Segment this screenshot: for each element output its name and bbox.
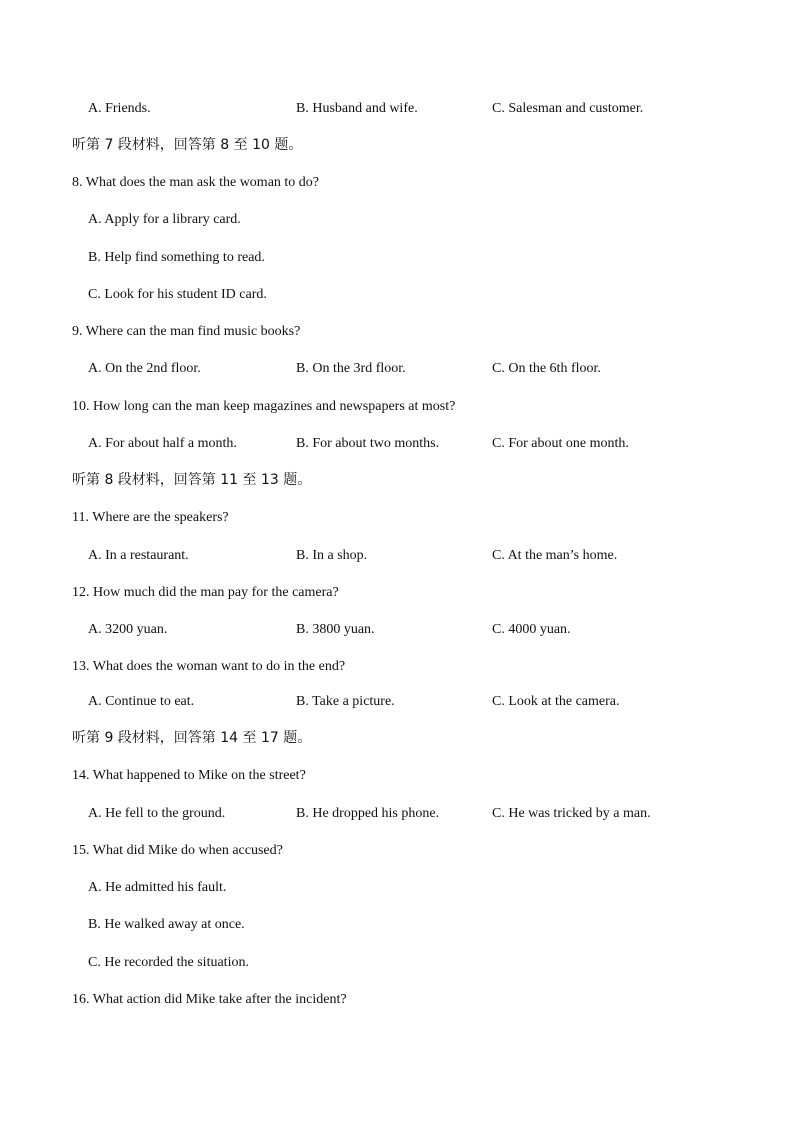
section-8-instruction: 听第 8 段材料，回答第 11 至 13 题。	[72, 472, 312, 488]
question-16: 16. What action did Mike take after the incident?	[72, 992, 347, 1007]
q12-option-a: A. 3200 yuan.	[88, 622, 168, 637]
q7-option-b: B. Husband and wife.	[296, 101, 418, 116]
question-9: 9. Where can the man find music books?	[72, 324, 301, 339]
q14-option-b: B. He dropped his phone.	[296, 806, 440, 821]
q11-option-a: A. In a restaurant.	[88, 548, 189, 563]
q8-option-c: C. Look for his student ID card.	[88, 287, 267, 302]
question-8: 8. What does the man ask the woman to do?	[72, 175, 320, 190]
q13-option-c: C. Look at the camera.	[492, 694, 620, 709]
q13-option-b: B. Take a picture.	[296, 694, 395, 709]
question-10: 10. How long can the man keep magazines and newspapers at most?	[72, 399, 456, 414]
question-11: 11. Where are the speakers?	[72, 510, 229, 525]
q9-option-a: A. On the 2nd floor.	[88, 361, 201, 376]
q11-option-b: B. In a shop.	[296, 548, 368, 563]
q7-option-a: A. Friends.	[88, 101, 151, 116]
q7-option-c: C. Salesman and customer.	[492, 101, 644, 116]
q10-option-c: C. For about one month.	[492, 436, 629, 451]
q10-option-a: A. For about half a month.	[88, 436, 237, 451]
q10-option-b: B. For about two months.	[296, 436, 440, 451]
q12-option-b: B. 3800 yuan.	[296, 622, 375, 637]
q11-option-c: C. At the man’s home.	[492, 548, 618, 563]
q8-option-b: B. Help find something to read.	[88, 250, 265, 265]
q15-option-b: B. He walked away at once.	[88, 917, 245, 932]
section-7-instruction: 听第 7 段材料，回答第 8 至 10 题。	[72, 137, 303, 153]
q14-option-c: C. He was tricked by a man.	[492, 806, 651, 821]
q15-option-c: C. He recorded the situation.	[88, 955, 249, 970]
question-12: 12. How much did the man pay for the camera?	[72, 585, 339, 600]
q15-option-a: A. He admitted his fault.	[88, 880, 227, 895]
question-14: 14. What happened to Mike on the street?	[72, 768, 306, 783]
q8-option-a: A. Apply for a library card.	[88, 212, 241, 227]
section-9-instruction: 听第 9 段材料，回答第 14 至 17 题。	[72, 730, 312, 746]
q9-option-b: B. On the 3rd floor.	[296, 361, 406, 376]
question-15: 15. What did Mike do when accused?	[72, 843, 283, 858]
q9-option-c: C. On the 6th floor.	[492, 361, 601, 376]
q14-option-a: A. He fell to the ground.	[88, 806, 226, 821]
q12-option-c: C. 4000 yuan.	[492, 622, 571, 637]
q13-option-a: A. Continue to eat.	[88, 694, 195, 709]
question-13: 13. What does the woman want to do in the end?	[72, 659, 346, 674]
